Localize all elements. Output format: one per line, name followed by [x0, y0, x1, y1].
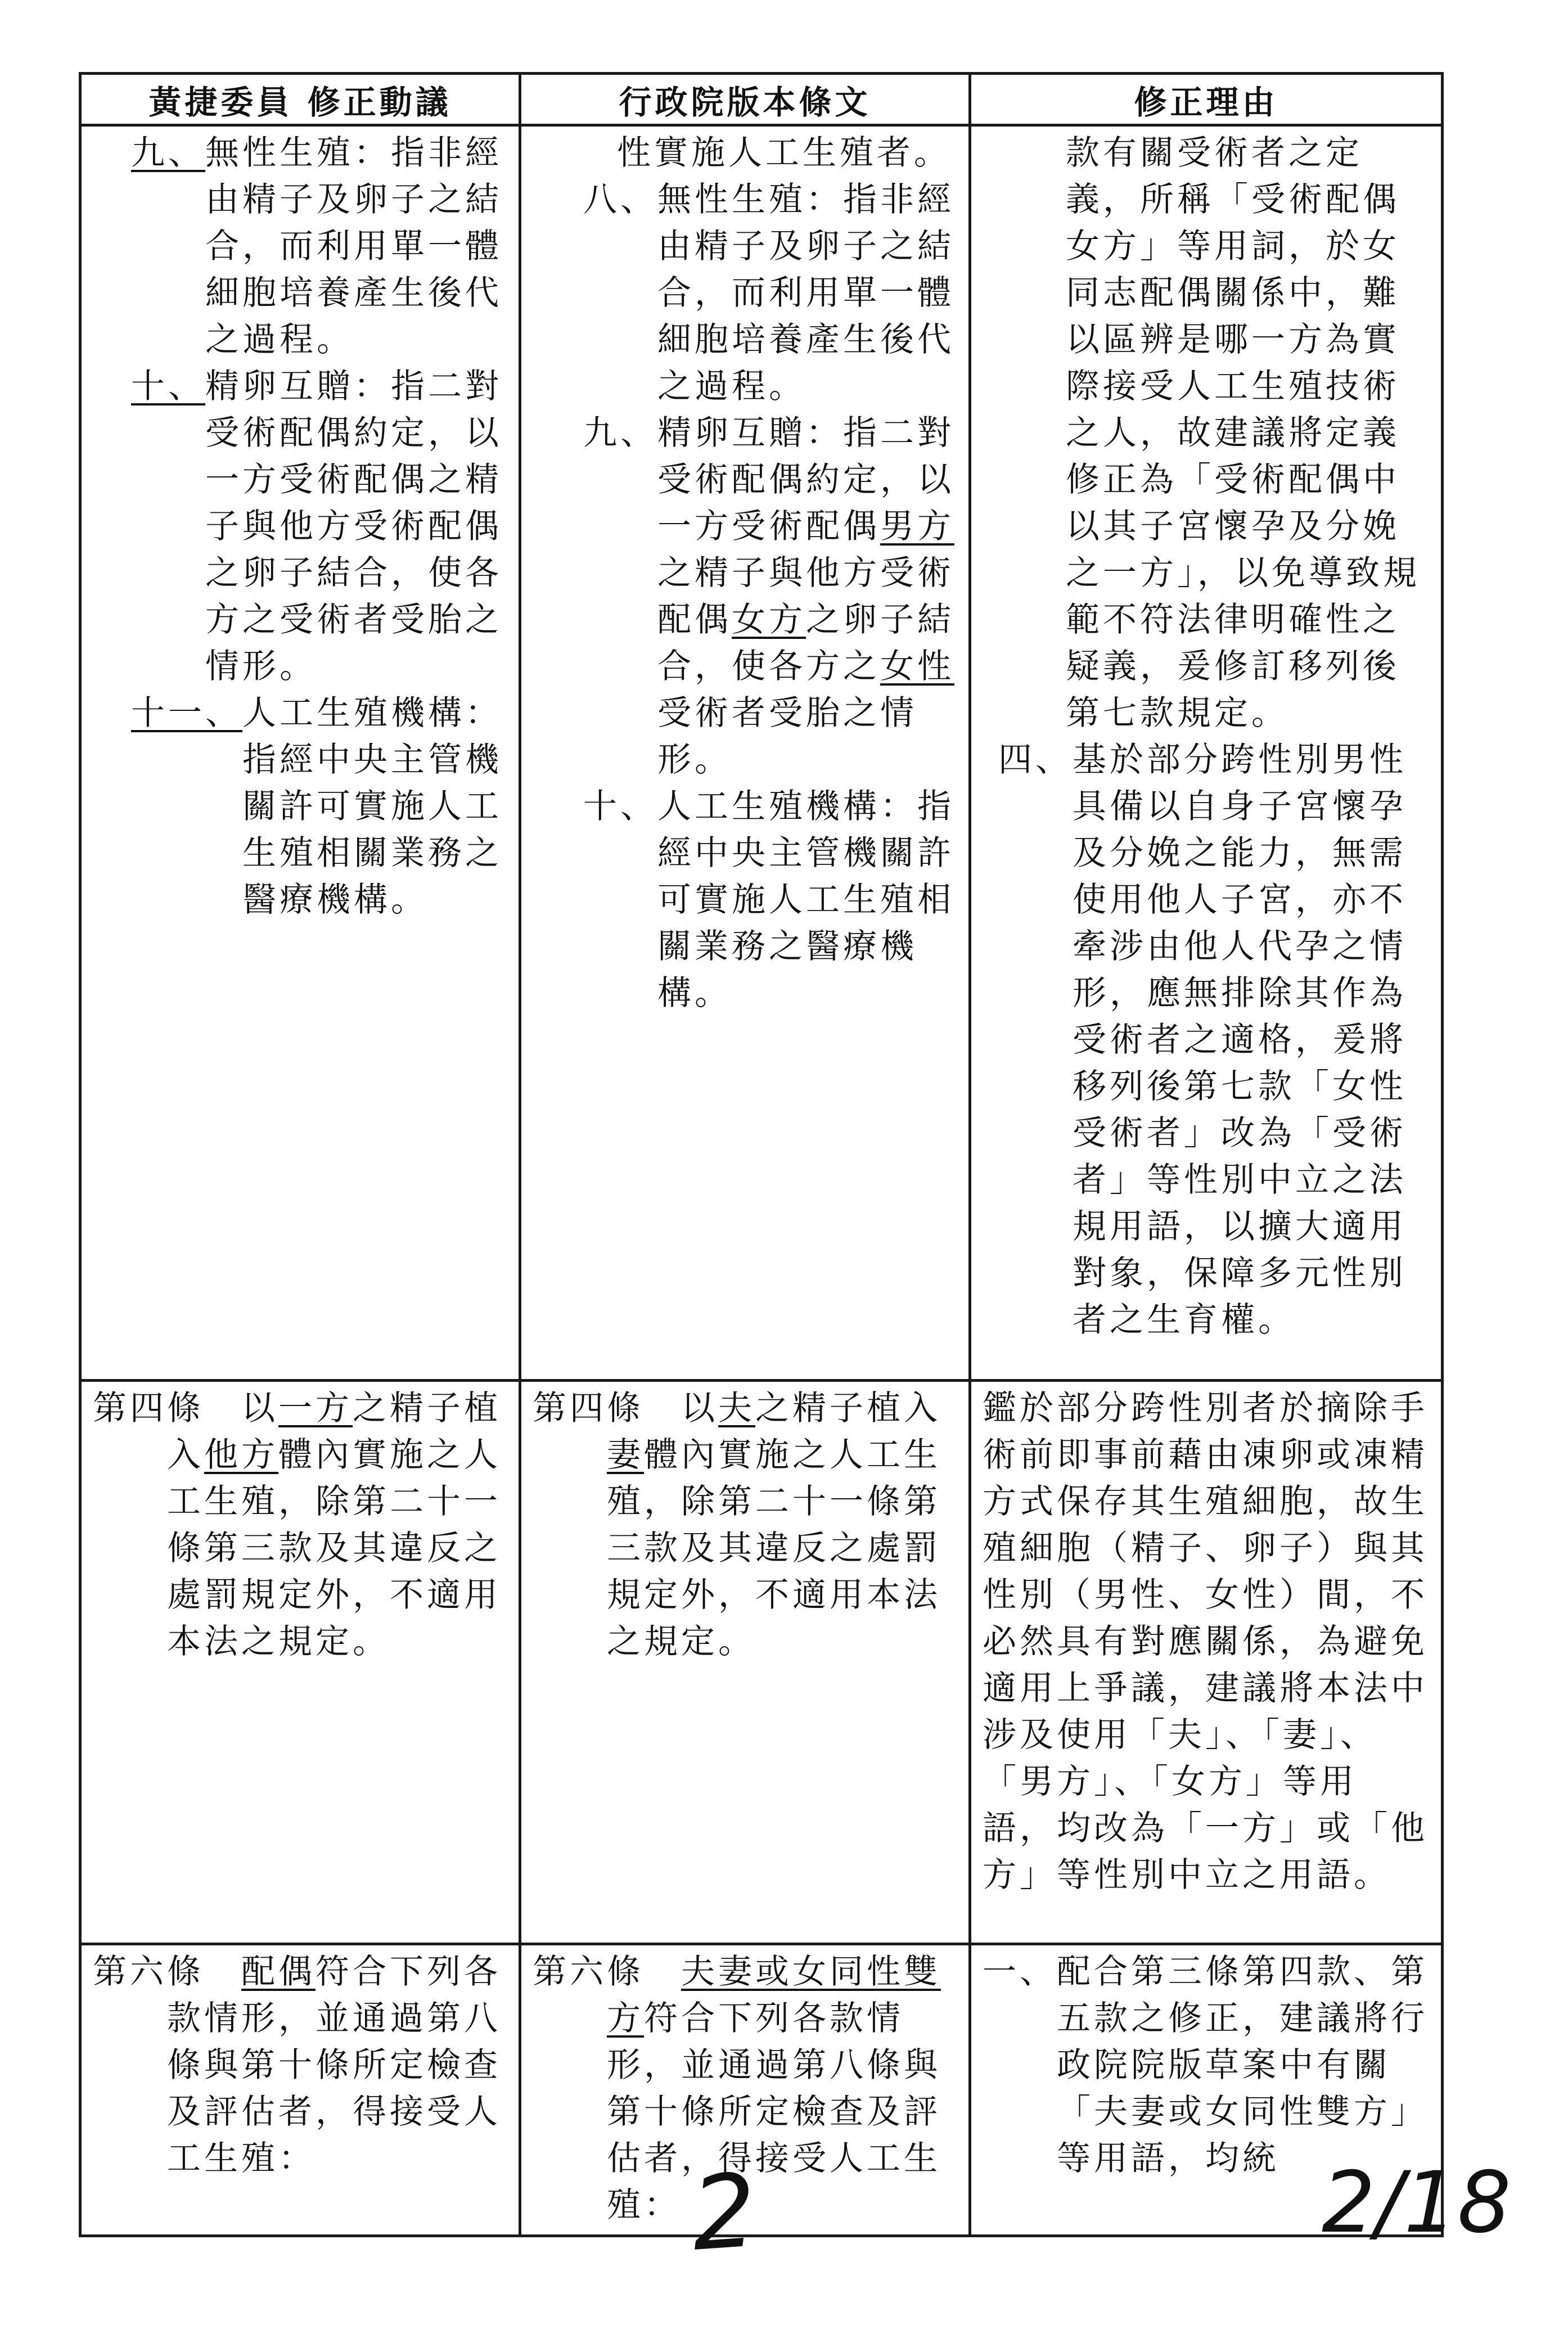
header-reason: 修正理由	[970, 74, 1443, 125]
executive-version-cell	[520, 125, 970, 1381]
table-row	[80, 1944, 1443, 2236]
text-run: 體內實施之人工生殖，除第二十一條第三款及其違反之處罰規定外，不適用本法之規定。	[167, 1435, 501, 1661]
underlined-term: 配偶	[241, 1952, 316, 1991]
text-run: 之卵子結合，使各方之	[657, 600, 954, 686]
article-text	[93, 1949, 507, 2182]
item-marker: 十、	[131, 367, 205, 406]
item-marker: 九、	[131, 133, 205, 173]
text-run: 第四條 以	[93, 1389, 278, 1428]
header-amendment: 黃捷委員 修正動議	[80, 74, 520, 125]
table-header-row	[80, 74, 1443, 125]
text-run: 之精子與他方受術配偶	[657, 553, 954, 639]
text-run: 之精子植入	[167, 1389, 501, 1475]
text-run: 符合下列各款情形，並通過第八條與第十條所定檢查及評估者，得接受人工生殖：	[167, 1952, 501, 2178]
item-text	[657, 410, 957, 783]
item-text: 精卵互贈：指二對受術配偶約定，以一方受術配偶之精子與他方受術配偶之卵子結合，使各方之受術者受胎之情形。	[205, 367, 502, 686]
table-row	[80, 1381, 1443, 1944]
item-text: 人工生殖機構：指經中央主管機關許可實施人工生殖相關業務之醫療機構。	[657, 787, 954, 1013]
underlined-term: 女性	[880, 647, 954, 686]
item-marker: 十一、	[131, 693, 242, 733]
handwritten-page-fraction: 2/18	[1322, 2154, 1511, 2252]
continued-text: 性實施人工生殖者。	[617, 133, 951, 173]
underlined-term: 夫妻或女同性雙方	[607, 1952, 941, 2038]
underlined-term: 他方	[204, 1435, 278, 1475]
item-text: 無性生殖：指非經由精子及卵子之結合，而利用單一體細胞培養產生後代之過程。	[657, 180, 954, 406]
table-row	[80, 125, 1443, 1381]
amendment-cell	[80, 1944, 520, 2236]
item-text: 基於部分跨性別男性具備以自身子宮懷孕及分娩之能力，無需使用他人子宮，亦不牽涉由他人代孕之情形，應無排除其作為受術者之適格，爰將移列後第七款「女性受術者」改為「受術者」等性別中立之法規用語，以擴大適用對象，保障多元性別者之生育權。	[1073, 740, 1407, 1340]
text-run: 第六條	[533, 1952, 681, 1991]
continued-text: 款有關受術者之定義，所稱「受術配偶女方」等用詞，於女同志配偶關係中，難以區辨是哪一方為實際接受人工生殖技術之人，故建議將定義修正為「受術配偶中以其子宮懷孕及分娩之一方」，以免導致規範不符法律明確性之疑義，爰修訂移列後第七款規定。	[1066, 133, 1420, 733]
text-run: 受術者受胎之情形。	[657, 693, 917, 779]
text-run: 之精子植入	[755, 1389, 941, 1428]
item-marker: 八、	[583, 180, 657, 219]
list-item	[998, 737, 1430, 1344]
amendment-cell	[80, 1381, 520, 1944]
header-executive-version: 行政院版本條文	[520, 74, 970, 125]
reason-cell	[970, 1381, 1443, 1944]
list-item	[583, 783, 957, 1017]
list-item	[131, 690, 507, 923]
list-item	[983, 1949, 1430, 2182]
list-item	[131, 130, 507, 363]
list-item	[131, 363, 507, 690]
item-text: 無性生殖：指非經由精子及卵子之結合，而利用單一體細胞培養產生後代之過程。	[205, 133, 502, 359]
item-marker: 一、	[983, 1952, 1057, 1991]
item-text: 人工生殖機構：指經中央主管機關許可實施人工生殖相關業務之醫療機構。	[242, 693, 502, 920]
article-text	[533, 1385, 957, 1665]
underlined-term: 男方	[880, 507, 954, 546]
executive-version-cell	[520, 1381, 970, 1944]
list-item	[583, 410, 957, 783]
underlined-term: 妻	[607, 1435, 644, 1475]
text-run: 第六條	[93, 1952, 241, 1991]
item-marker: 九、	[583, 413, 657, 453]
text-run: 第四條 以	[533, 1389, 718, 1428]
amendment-cell	[80, 125, 520, 1381]
text-run: 符合下列各款情形，並通過第八條與第十條所定檢查及評估者，得接受人工生殖：	[607, 1999, 941, 2225]
comparison-table	[79, 72, 1444, 2237]
item-text: 配合第三條第四款、第五款之修正，建議將行政院院版草案中有關「夫妻或女同性雙方」等用語，均統	[1057, 1952, 1428, 2178]
handwritten-page-number: 2	[687, 2152, 760, 2274]
underlined-term: 女方	[732, 600, 806, 639]
article-text	[93, 1385, 507, 1665]
reason-text: 鑑於部分跨性別者於摘除手術前即事前藉由凍卵或凍精方式保存其生殖細胞，故生殖細胞（精子、卵子）與其性別（男性、女性）間，不必然具有對應關係，為避免適用上爭議，建議將本法中涉及使用「夫」、「妻」、「男方」、「女方」等用語，均改為「一方」或「他方」等性別中立之用語。	[983, 1389, 1428, 1895]
item-marker: 四、	[998, 740, 1073, 779]
list-item	[583, 177, 957, 410]
underlined-term: 夫	[718, 1389, 755, 1428]
underlined-term: 一方	[278, 1389, 353, 1428]
item-marker: 十、	[583, 787, 657, 826]
reason-cell	[970, 125, 1443, 1381]
text-run: 體內實施之人工生殖，除第二十一條第三款及其違反之處罰規定外，不適用本法之規定。	[607, 1435, 941, 1661]
text-run: 精卵互贈：指二對受術配偶約定，以一方受術配偶	[657, 413, 954, 546]
